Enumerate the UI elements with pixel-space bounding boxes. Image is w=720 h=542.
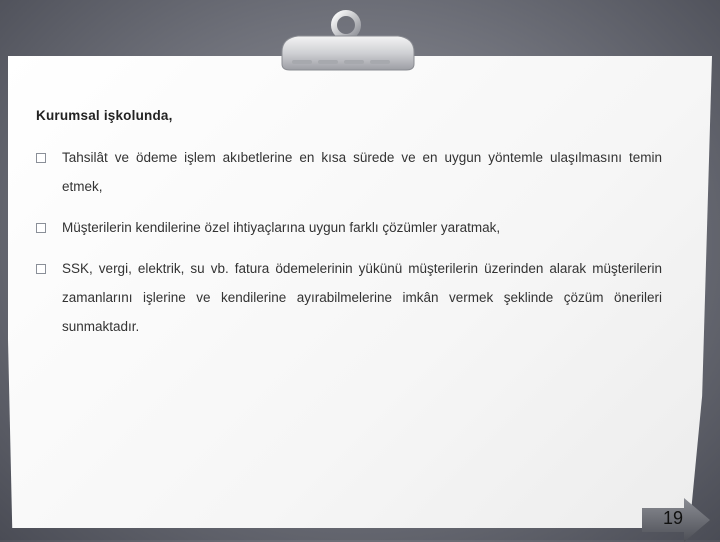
square-bullet-icon xyxy=(36,223,46,233)
square-bullet-icon xyxy=(36,264,46,274)
bullet-text: Müşterilerin kendilerine özel ihtiyaçlarına uygun farklı çözümler yaratmak, xyxy=(62,220,501,235)
bullet-item xyxy=(36,143,662,201)
bullet-text: Tahsilât ve ödeme işlem akıbetlerine en kısa sürede ve en uygun yöntemle ulaşılmasını temin etmek, xyxy=(62,150,662,194)
bullet-item xyxy=(36,254,662,341)
paper-clip-icon xyxy=(278,8,418,72)
square-bullet-icon xyxy=(36,153,46,163)
slide-heading: Kurumsal işkolunda, xyxy=(36,108,173,123)
bullet-text: SSK, vergi, elektrik, su vb. fatura ödemelerinin yükünü müşterilerin üzerinden alarak müşterilerin zamanlarını işlerine ve kendilerine ayırabilmelerine imkân vermek şeklinde çözüm önerileri sunmaktadır. xyxy=(62,261,662,334)
bullet-item xyxy=(36,213,662,242)
slide-content xyxy=(36,108,662,353)
page-number: 19 xyxy=(662,508,684,528)
